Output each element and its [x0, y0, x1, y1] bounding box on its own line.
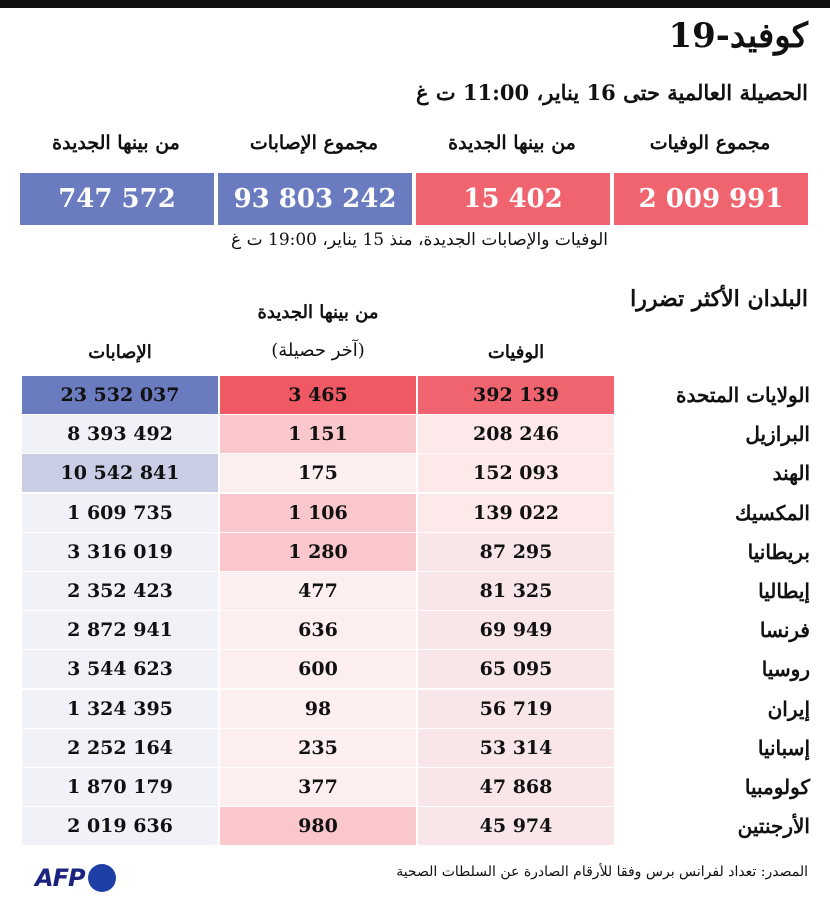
cases-cell: 2 872 941 [22, 611, 218, 649]
deaths-cell: 53 314 [418, 729, 614, 767]
country-name: البرازيل [745, 422, 810, 447]
cases-cell: 8 393 492 [22, 415, 218, 453]
afp-logo [35, 862, 116, 894]
table-row [22, 611, 810, 649]
new-deaths-cell: 235 [220, 729, 416, 767]
new-deaths-cell: 377 [220, 768, 416, 806]
new-deaths-cell: 1 151 [220, 415, 416, 453]
country-name: المكسيك [735, 500, 810, 525]
country-name: بريطانيا [747, 539, 810, 564]
new-deaths-cell: 980 [220, 807, 416, 845]
summary-box-deaths-new: 15 402 [416, 173, 610, 225]
page-subtitle: الحصيلة العالمية حتى 16 يناير، 11:00 ت غ [416, 80, 808, 105]
countries-section-title: البلدان الأكثر تضررا [630, 286, 808, 312]
country-name: إيطاليا [758, 579, 810, 603]
summary-label-deaths-new: من بينها الجديدة [448, 132, 576, 154]
country-name: الولايات المتحدة [676, 383, 810, 407]
page-title: كوفيد-19 [668, 16, 808, 56]
column-header-new-deaths-note: (آخر حصيلة) [271, 340, 365, 361]
table-row [22, 650, 810, 688]
cases-cell: 3 316 019 [22, 533, 218, 571]
cases-cell: 23 532 037 [22, 376, 218, 414]
deaths-cell: 139 022 [418, 494, 614, 532]
deaths-cell: 81 325 [418, 572, 614, 610]
summary-box-cases-total: 93 803 242 [218, 173, 412, 225]
deaths-cell: 208 246 [418, 415, 614, 453]
afp-logo-text: AFP [35, 864, 85, 892]
summary-label-cases-total: مجموع الإصابات [249, 132, 379, 154]
summary-label-deaths-total: مجموع الوفيات [649, 132, 771, 154]
summary-label-cases-new: من بينها الجديدة [52, 132, 180, 154]
new-deaths-cell: 636 [220, 611, 416, 649]
table-row [22, 494, 810, 532]
cases-cell: 1 870 179 [22, 768, 218, 806]
deaths-cell: 392 139 [418, 376, 614, 414]
new-deaths-cell: 1 106 [220, 494, 416, 532]
cases-cell: 1 609 735 [22, 494, 218, 532]
country-name: الهند [772, 461, 810, 486]
deaths-cell: 65 095 [418, 650, 614, 688]
country-name: كولومبيا [744, 775, 810, 799]
country-name: إيران [767, 696, 810, 721]
table-row [22, 572, 810, 610]
summary-box-deaths-total: 2 009 991 [614, 173, 808, 225]
table-row [22, 376, 810, 414]
column-header-deaths: الوفيات [487, 342, 545, 363]
summary-note: الوفيات والإصابات الجديدة، منذ 15 يناير، 19:00 ت غ [231, 230, 608, 250]
table-row [22, 768, 810, 806]
table-row [22, 454, 810, 492]
country-name: الأرجنتين [737, 814, 810, 839]
cases-cell: 3 544 623 [22, 650, 218, 688]
country-name: إسبانيا [757, 735, 810, 760]
new-deaths-cell: 1 280 [220, 533, 416, 571]
new-deaths-cell: 175 [220, 454, 416, 492]
country-name: فرنسا [759, 618, 810, 643]
new-deaths-cell: 477 [220, 572, 416, 610]
column-header-cases: الإصابات [88, 342, 152, 363]
table-row [22, 533, 810, 571]
cases-cell: 1 324 395 [22, 690, 218, 728]
deaths-cell: 56 719 [418, 690, 614, 728]
table-row [22, 807, 810, 845]
new-deaths-cell: 98 [220, 690, 416, 728]
new-deaths-cell: 3 465 [220, 376, 416, 414]
deaths-cell: 69 949 [418, 611, 614, 649]
deaths-cell: 152 093 [418, 454, 614, 492]
cases-cell: 10 542 841 [22, 454, 218, 492]
cases-cell: 2 019 636 [22, 807, 218, 845]
deaths-cell: 45 974 [418, 807, 614, 845]
column-header-new-deaths: من بينها الجديدة [257, 302, 379, 323]
afp-logo-dot [88, 864, 116, 892]
table-row [22, 729, 810, 767]
deaths-cell: 87 295 [418, 533, 614, 571]
deaths-cell: 47 868 [418, 768, 614, 806]
source-note: المصدر: تعداد لفرانس برس وفقا للأرقام الصادرة عن السلطات الصحية [396, 864, 808, 880]
table-row [22, 415, 810, 453]
new-deaths-cell: 600 [220, 650, 416, 688]
cases-cell: 2 352 423 [22, 572, 218, 610]
table-row [22, 690, 810, 728]
country-name: روسيا [761, 657, 810, 682]
top-bar [0, 0, 830, 8]
summary-box-cases-new: 747 572 [20, 173, 214, 225]
cases-cell: 2 252 164 [22, 729, 218, 767]
